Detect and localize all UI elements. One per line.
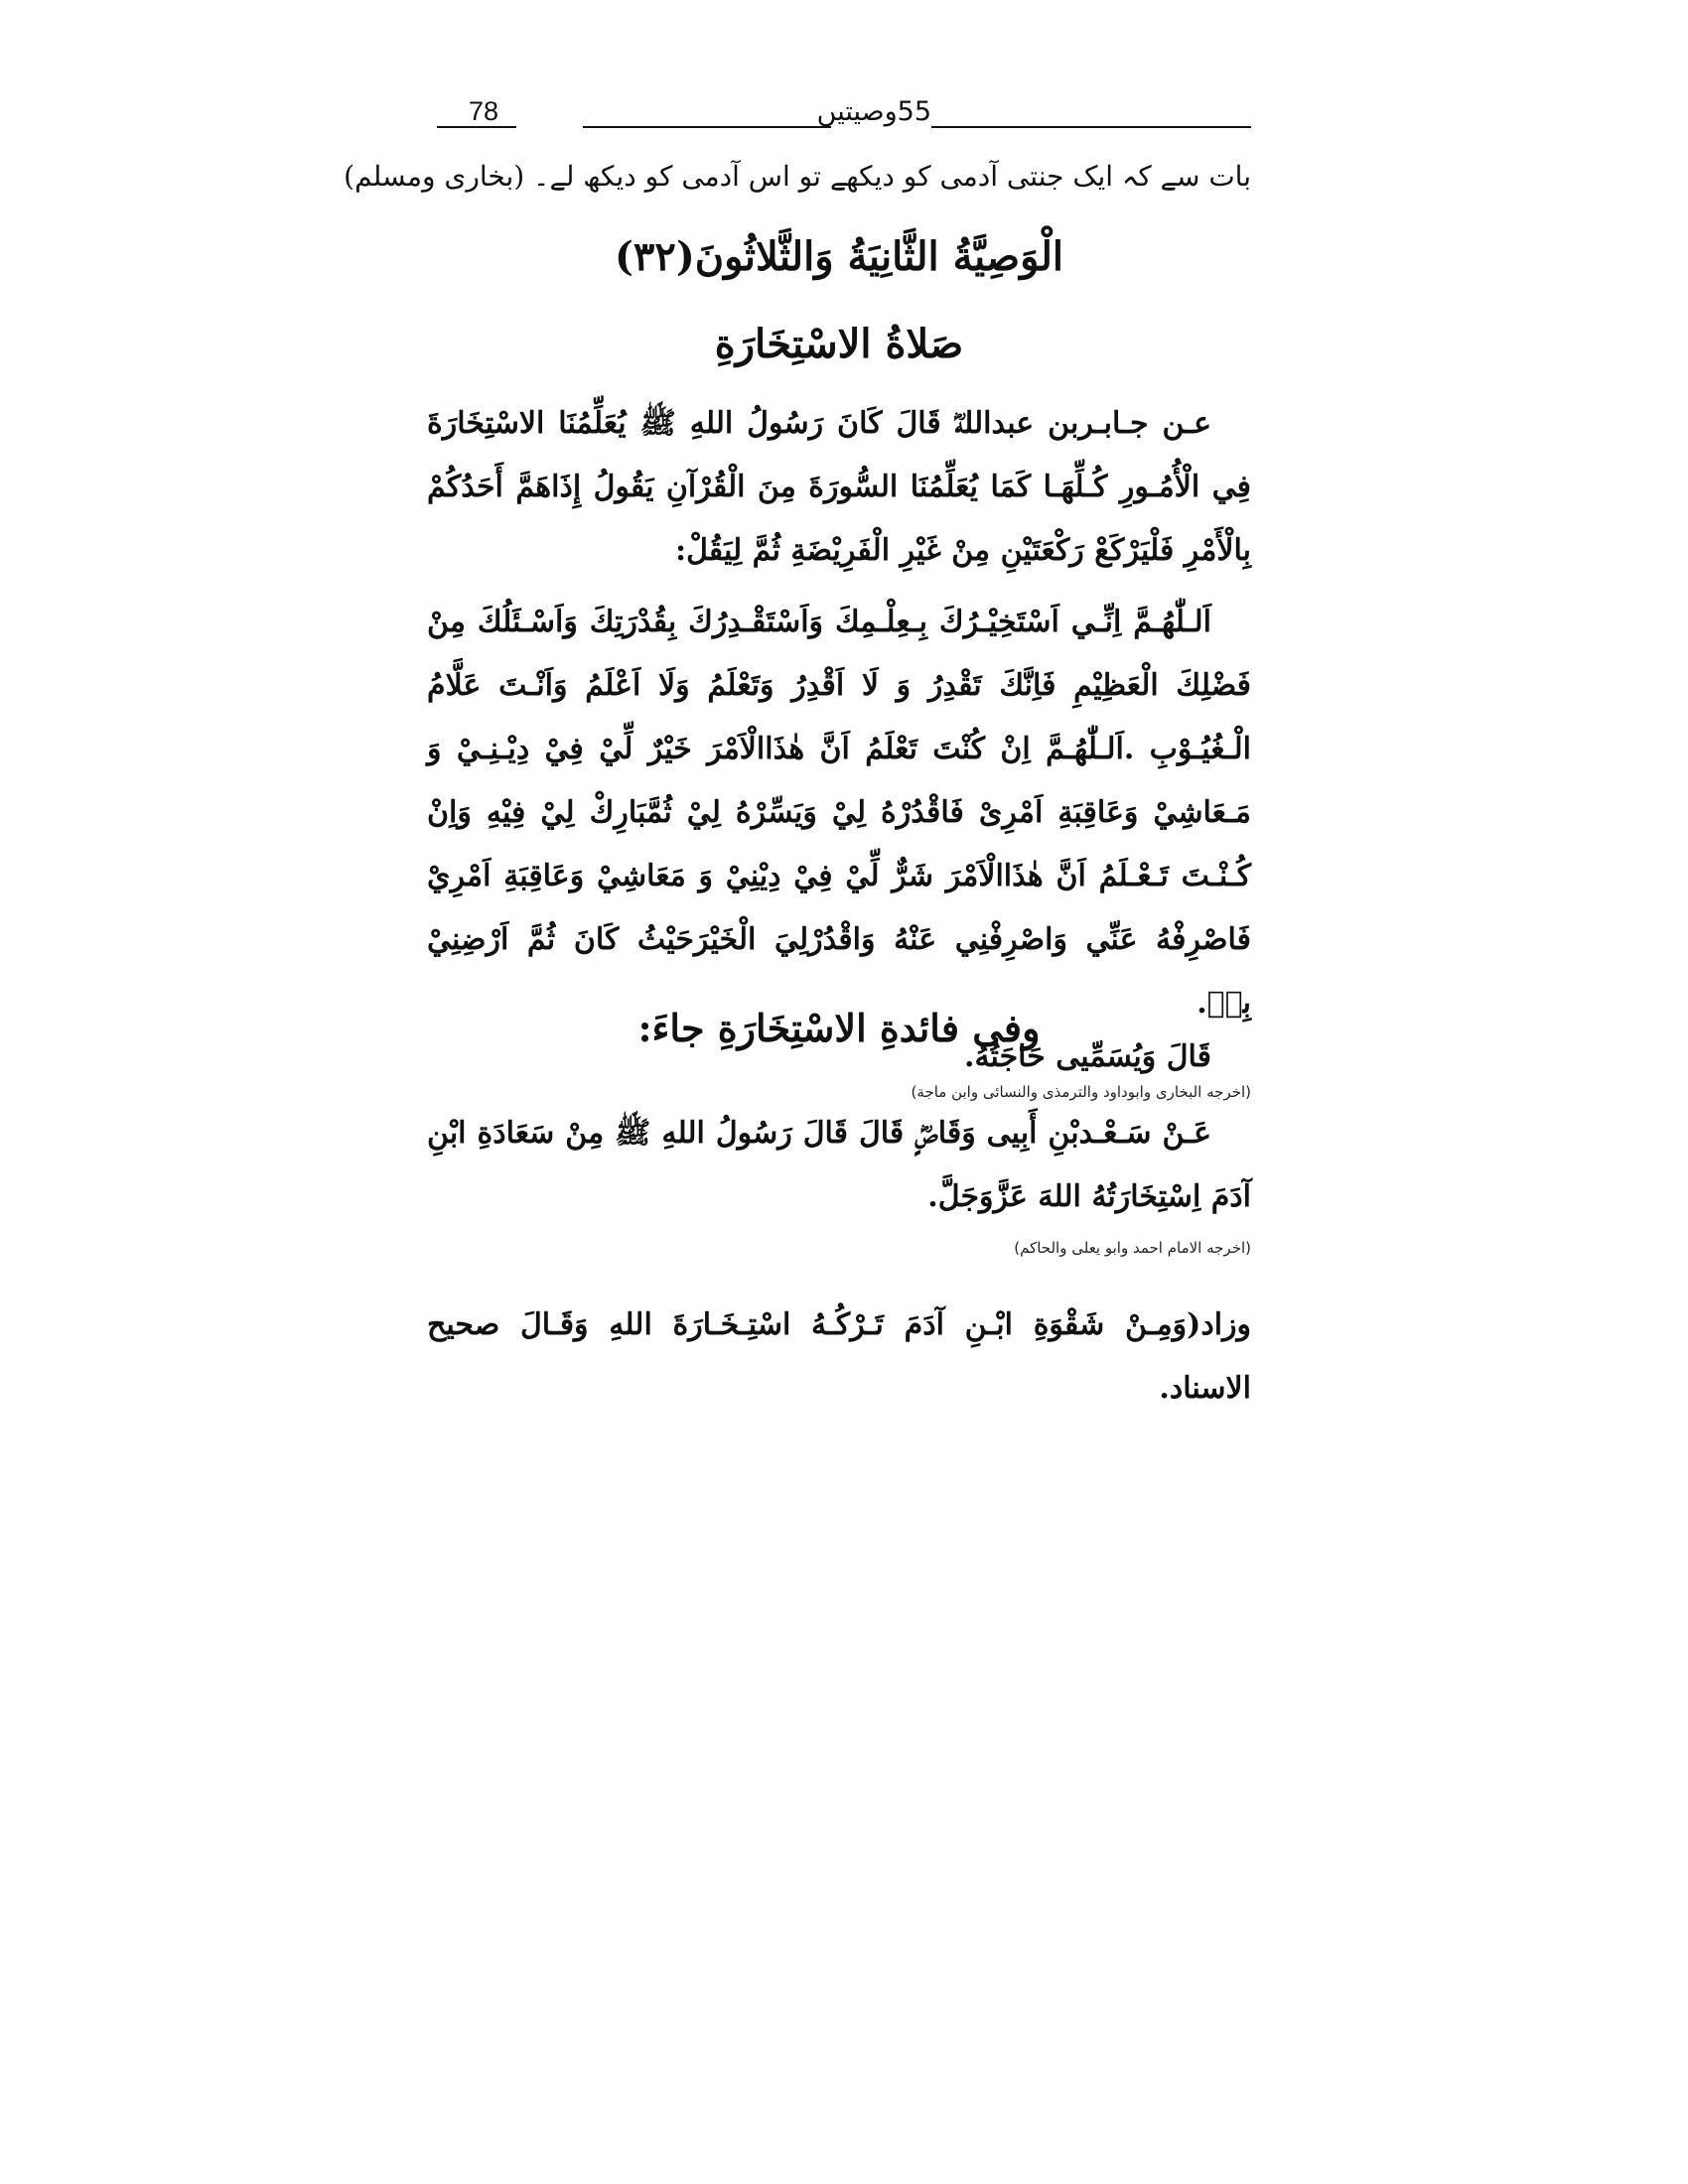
waseeyah-heading: الْوَصِيَّةُ الثَّانِيَةُ وَالثَّلاثُونَ(٣٢) (614, 233, 1064, 280)
book-page (344, 94, 1251, 1444)
header-rule-middle (583, 126, 831, 128)
reference-1: (اخرجه البخاری وابوداود والترمذی والنسائی وابن ماجة) (911, 1083, 1251, 1101)
salah-heading: صَلاةُ الاسْتِخَارَةِ (714, 321, 964, 367)
hadith-jabir: عـن جـابـربن عبداللهؓ قَالَ كَانَ رَسُولُ اللهِ ﷺ يُعَلِّمُنَا الاسْتِخَارَةَ فِي الْأُمُـورِ كُـلِّهَـا كَمَا يُعَلِّمُنَا السُّورَةَ مِنَ الْقُرْآنِ يَقُولُ إِذَاهَمَّ أَحَدُكُمْ بِالْأَمْرِ فَلْيَرْكَعْ رَكْعَتَيْنِ مِنْ غَيْرِ الْفَرِيْضَةِ ثُمَّ لِيَقُلْ: (427, 406, 1251, 568)
urdu-continuation: بات سے کہ ایک جنتی آدمی کو دیکھے تو اس آدمی کو دیکھ لے۔ (بخاری ومسلم) (344, 160, 1251, 193)
hadith-saad: عَـنْ سَـعْـدبْنِ أَبِيى وَقَاصٍؓ قَالَ قَالَ رَسُولُ اللهِ ﷺ مِنْ سَعَادَةِ ابْنِ آدَمَ اِسْتِخَارَتُهُ اللهَ عَزَّوَجَلَّ. (427, 1116, 1251, 1214)
page-number: 78 (469, 96, 499, 126)
reference-2: (اخرجه الامام احمد وابو یعلی والحاکم) (1014, 1239, 1251, 1257)
header-rule-right (931, 126, 1251, 128)
faidah-heading: وفى فائدةِ الاسْتِخَارَةِ جاءَ: (637, 1006, 1041, 1050)
book-title: 55وصیتیں (816, 96, 931, 127)
page-header (427, 94, 1251, 134)
addition-text: وزاد(وَمِـنْ شَقْوَةِ ابْـنِ آدَمَ تَـرْكُـهُ اسْتِـخَـارَةَ اللهِ وَقَـالَ صحيح الاسناد. (427, 1307, 1251, 1406)
istikhara-dua: اَلـلّٰهُـمَّ اِنِّـي اَسْتَخِيْـرُكَ بِـعِلْـمِكَ وَاَسْتَقْـدِرُكَ بِقُدْرَتِكَ وَاَسْـئَلُكَ مِنْ فَضْلِكَ الْعَظِيْمِ فَاِنَّكَ تَقْدِرُ وَ لَا اَقْدِرُ وَتَعْلَمُ وَلَا اَعْلَمُ وَاَنْـتَ عَلَّامُ الْـغُيُـوْبِ .اَلـلّٰهُـمَّ اِنْ كُنْتَ تَعْلَمُ اَنَّ هٰذَاالْاَمْرَ خَيْرٌ لِّيْ فِيْ دِيْـنِـيْ وَ مَـعَاشِيْ وَعَاقِبَةِ اَمْرِىْ فَاقْدُرْهُ لِيْ وَيَسِّرْهُ لِيْ ثُمَّبَارِكْ لِيْ فِيْهِ وَاِنْ كُـنْـتَ تَـعْـلَمُ اَنَّ هٰذَاالْاَمْرَ شَرٌّ لِّيْ فِيْ دِيْنِيْ وَ مَعَاشِيْ وَعَاقِبَةِ اَمْرِيْ فَاصْرِفْهُ عَنِّي وَاصْرِفْنِي عَنْهُ وَاقْدُرْلِيَ الْخَيْرَحَيْثُ كَانَ ثُمَّ اَرْضِنِيْ بِهٖ. (427, 605, 1251, 1021)
dua-closing: قَالَ وَيُسَمِّيى حَاجَتُهُ. (964, 1039, 1211, 1074)
